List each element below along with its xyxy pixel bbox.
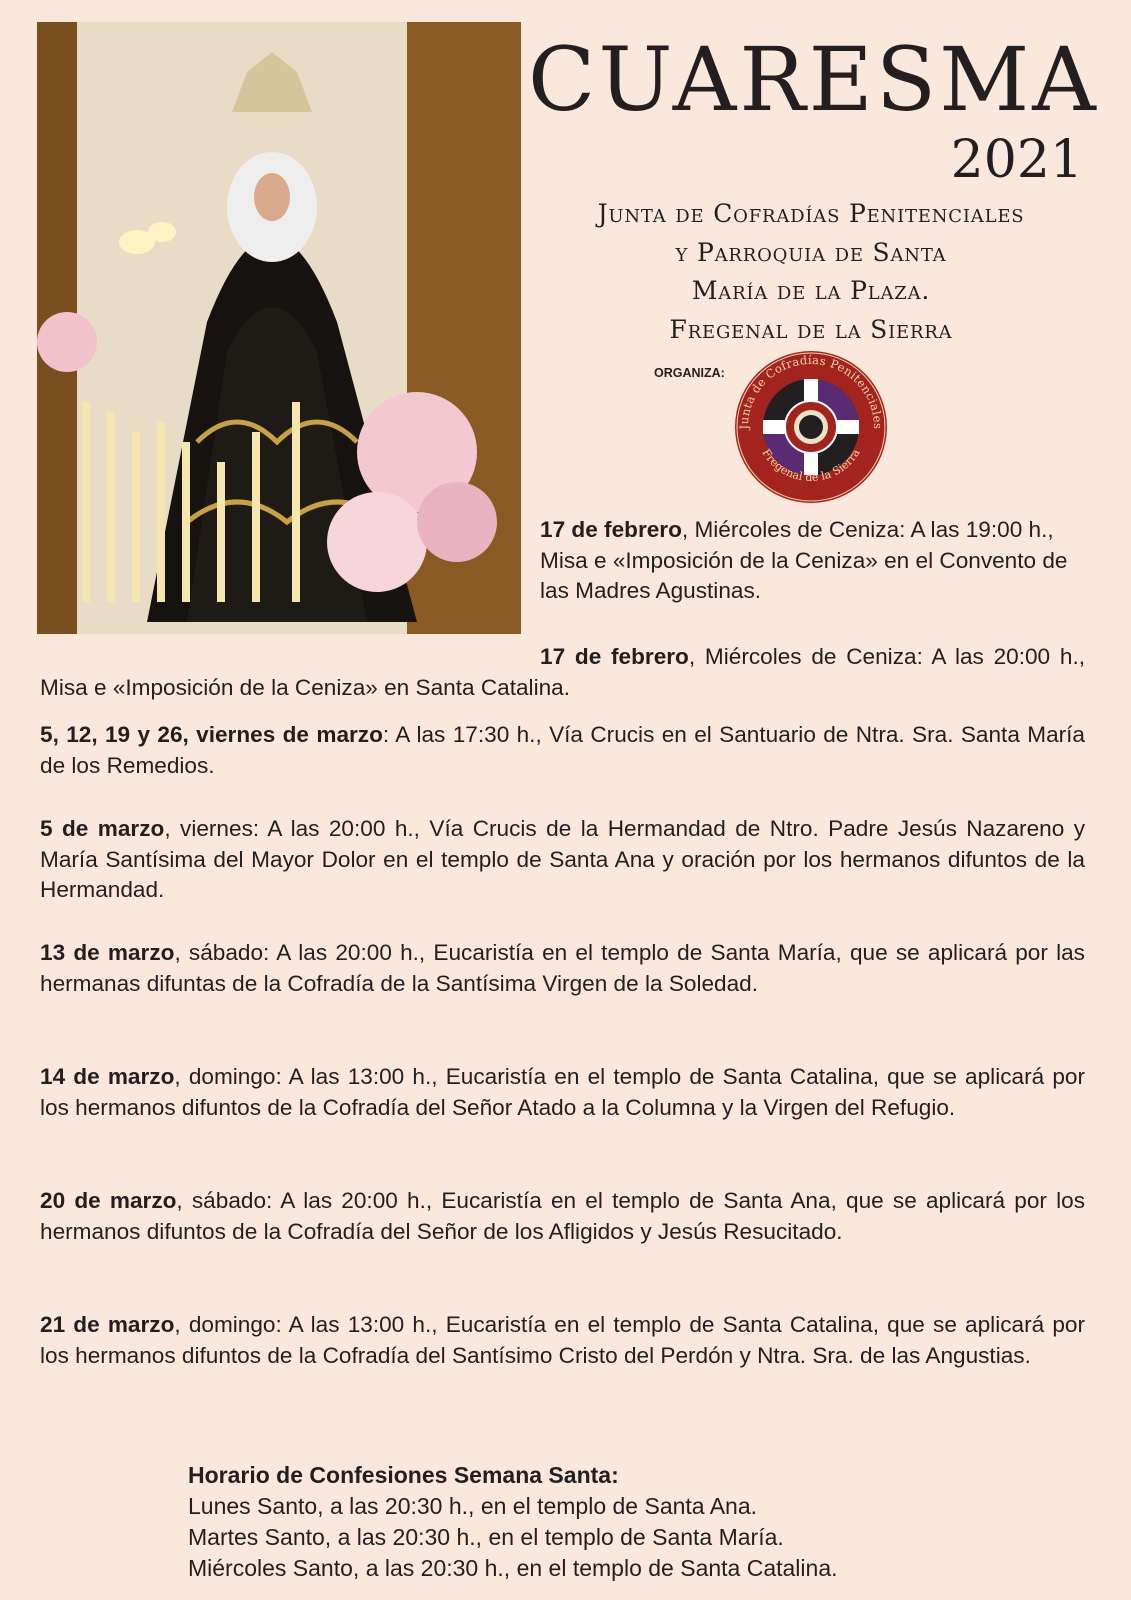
event-text: , Miércoles de Ceniza: A las 19:00 h., Misa e «Imposición de la Ceniza» en el Convento de las Madres Agustinas. bbox=[540, 517, 1068, 603]
cofradias-seal-logo bbox=[726, 348, 896, 506]
event-date: 17 de febrero bbox=[540, 644, 689, 669]
event-paragraph bbox=[40, 1186, 1085, 1247]
confesiones-line: Martes Santo, a las 20:30 h., en el templo de Santa María. bbox=[188, 1524, 784, 1550]
event-date: 5, 12, 19 y 26, viernes de marzo bbox=[40, 722, 383, 747]
event-text: , sábado: A las 20:00 h., Eucaristía en el templo de Santa Ana, que se aplicará por los hermanos difuntos de la Cofradía del Señor de los Afligidos y Jesús Resucitado. bbox=[40, 1188, 1085, 1244]
subtitle-line: Fregenal de la Sierra bbox=[669, 314, 953, 344]
organiza-label: ORGANIZA: bbox=[654, 366, 725, 380]
event-paragraph bbox=[40, 1310, 1085, 1371]
event-date: 20 de marzo bbox=[40, 1188, 177, 1213]
event-text: , sábado: A las 20:00 h., Eucaristía en el templo de Santa María, que se aplicará por las hermanas difuntas de la Cofradía de la Santísima Virgen de la Soledad. bbox=[40, 940, 1085, 996]
seal-bottom-text: Fregenal de la Sierra bbox=[759, 446, 863, 485]
virgin-statue-photo bbox=[37, 22, 521, 634]
event-paragraph bbox=[40, 720, 1085, 781]
event-paragraph bbox=[40, 814, 1085, 906]
event-text: , viernes: A las 20:00 h., Vía Crucis de la Hermandad de Ntro. Padre Jesús Nazareno y María Santísima del Mayor Dolor en el templo de Santa Ana y oración por los hermanos difuntos de la Hermandad. bbox=[40, 816, 1085, 902]
event-paragraph bbox=[40, 938, 1085, 999]
subtitle-line: Junta de Cofradías Penitenciales bbox=[597, 199, 1025, 228]
event-date: 14 de marzo bbox=[40, 1064, 175, 1089]
confesiones-line: Lunes Santo, a las 20:30 h., en el templo de Santa Ana. bbox=[188, 1493, 758, 1519]
event-text: : A las 17:30 h., Vía Crucis en el Santuario de Ntra. Sra. Santa María de los Remedios. bbox=[40, 722, 1085, 778]
event-date: 17 de febrero bbox=[540, 517, 682, 542]
confesiones-schedule bbox=[188, 1460, 1088, 1584]
event-text: , domingo: A las 13:00 h., Eucaristía en el templo de Santa Catalina, que se aplicará por los hermanos difuntos de la Cofradía del Santísimo Cristo del Perdón y Ntra. Sra. de las Angustias. bbox=[40, 1312, 1085, 1368]
subtitle-line: y Parroquia de Santa bbox=[675, 237, 947, 267]
event-text: , domingo: A las 13:00 h., Eucaristía en el templo de Santa Catalina, que se aplicará por los hermanos difuntos de la Cofradía del Señor Atado a la Columna y la Virgen del Refugio. bbox=[40, 1064, 1085, 1120]
event-date: 5 de marzo bbox=[40, 816, 165, 841]
confesiones-title: Horario de Confesiones Semana Santa: bbox=[188, 1462, 619, 1488]
poster-year: 2021 bbox=[950, 130, 1083, 190]
seal-top-text: Junta de Cofradías Penitenciales bbox=[736, 352, 886, 430]
poster-subtitle bbox=[528, 195, 1094, 349]
event-paragraph bbox=[40, 642, 1085, 703]
poster-title: CUARESMA bbox=[528, 28, 1099, 131]
event-date: 13 de marzo bbox=[40, 940, 175, 965]
event-date: 21 de marzo bbox=[40, 1312, 175, 1337]
event-paragraph bbox=[540, 515, 1085, 607]
statue-illustration bbox=[37, 22, 521, 634]
event-paragraph bbox=[40, 1062, 1085, 1123]
event-text: , Miércoles de Ceniza: A las 20:00 h., Misa e «Imposición de la Ceniza» en Santa Catalina. bbox=[40, 644, 1086, 700]
subtitle-line: María de la Plaza. bbox=[691, 276, 931, 305]
confesiones-line: Miércoles Santo, a las 20:30 h., en el templo de Santa Catalina. bbox=[188, 1555, 838, 1581]
